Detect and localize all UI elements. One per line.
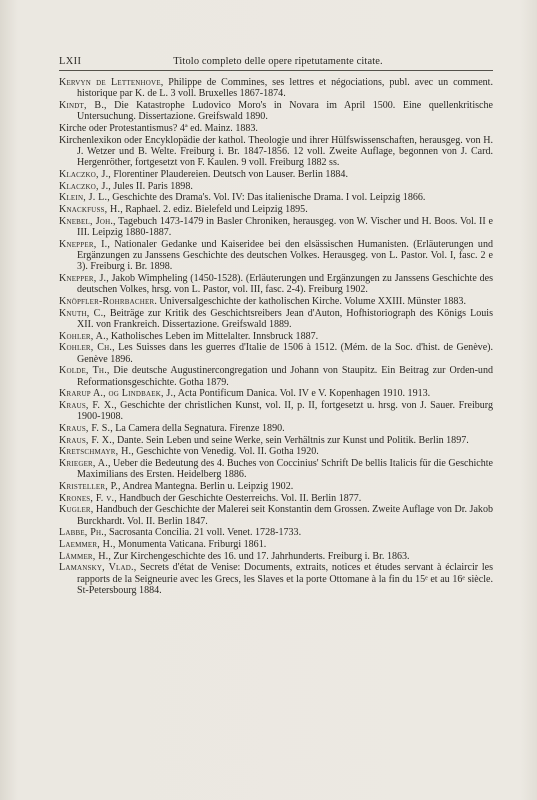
entry-author: Kretschmayr, H.: [59, 446, 132, 458]
entry-text: , Geschichte der christlichen Kunst, vol. II, p. II, fortgesetzt u. hrsg. von J. Sauer. Freiburg 1900-1908.: [77, 399, 493, 423]
entry-author: Lamansky, Vlad.: [59, 562, 134, 574]
entry-text: , Acta Pontificum Danica. Vol. IV e V. Kopenhagen 1910. 1913.: [173, 388, 431, 400]
entry-text: Kirchenlexikon oder Encyklopädie der kathol. Theologie und ihrer Hülfswissenschaften, herausgeg. von H. J. Wetzer und B. Welte. Freiburg i. Br. 1847-1856. 12 voll. Zweite Auflage, begonnen von J. Card. Hergenröther, fortgesetzt von F. Kaulen. 9 voll. Freiburg 1882 ss.: [59, 134, 493, 169]
bibliography-entry: [59, 100, 493, 123]
bibliography-entry: [59, 331, 493, 342]
bibliography-entry: [59, 169, 493, 180]
entry-author: Laemmer, H.: [59, 539, 113, 551]
entry-author: Knöpfler-Rohrbacher: [59, 295, 155, 307]
entry-text: , Secrets d'état de Venise: Documents, extraits, notices et études servant à éclaircir les rapports de la Seigneurie avec les Grecs, les Slaves et la porte Ottomane à la fin du 15ᵉ et au 16ᵉ siècle. St-Petersbourg 1884.: [77, 562, 494, 596]
entry-author: Kraus, F. X.: [59, 434, 112, 446]
bibliography-entry: [59, 539, 493, 550]
entry-text: Kirche oder Protestantismus? 4ª ed. Mainz. 1883.: [59, 122, 258, 134]
entry-text: , Zur Kirchengeschichte des 16. und 17. Jahrhunderts. Freiburg i. Br. 1863.: [108, 550, 410, 562]
bibliography-entry: [59, 481, 493, 492]
bibliography-entry: [59, 181, 493, 192]
bibliography-entry: [59, 458, 493, 481]
entry-author: Kindt, B.: [59, 99, 105, 111]
bibliography-entry: [59, 551, 493, 562]
page-header: [59, 56, 493, 70]
entry-author: Labbe, Ph.: [59, 527, 104, 539]
entry-text: , Florentiner Plaudereien. Deutsch von Lauser. Berlin 1884.: [108, 168, 348, 180]
entry-author: Kohler, Ch.: [59, 342, 113, 354]
entry-text: , Philippe de Commines, ses lettres et négociations, publ. avec un comment. historique par K. de L. 3 voll. Bruxelles 1867-1874.: [77, 77, 493, 100]
entry-author: Kohler, A.: [59, 330, 106, 342]
header-rule: [59, 70, 493, 71]
bibliography-entry: [59, 216, 493, 239]
bibliography-entry: [59, 504, 493, 527]
bibliography-list: [59, 77, 493, 597]
entry-author: Kolde, Th.: [59, 365, 107, 377]
entry-author: Kugler: [59, 504, 91, 516]
bibliography-entry: [59, 296, 493, 307]
bibliography-entry: [59, 135, 493, 169]
bibliography-entry: [59, 446, 493, 457]
entry-text: , Monumenta Vaticana. Friburgi 1861.: [112, 539, 267, 551]
entry-author: Klaczko, J.: [59, 180, 109, 192]
entry-author: Knackfuss, H.: [59, 204, 121, 215]
bibliography-entry: [59, 423, 493, 434]
entry-text: , Tagebuch 1473-1479 in Basler Chroniken, herausgeg. von W. Vischer und H. Boos. Vol. II e III. Leipzig 1880-1887.: [77, 215, 493, 238]
entry-author: Krarup A., og Lindbaek, J.: [59, 388, 174, 400]
bibliography-entry: [59, 123, 493, 134]
entry-text: , Dante. Sein Leben und seine Werke, sein Verhältnis zur Kunst und Politik. Berlin 1897.: [111, 434, 469, 446]
entry-author: Kraus, F. S.: [59, 422, 111, 434]
entry-text: , La Camera della Segnatura. Firenze 1890.: [110, 422, 285, 434]
bibliography-entry: [59, 342, 493, 365]
entry-text: , Raphael. 2. ediz. Bielefeld und Leipzig 1895.: [120, 204, 308, 215]
entry-text: , Katholisches Leben im Mittelalter. Innsbruck 1887.: [105, 330, 319, 342]
bibliography-entry: [59, 400, 493, 423]
bibliography-entry: [59, 435, 493, 446]
entry-text: . Universalgeschichte der katholischen Kirche. Volume XXIII. Münster 1883.: [154, 295, 466, 307]
entry-author: Knepper, I.: [59, 238, 108, 250]
entry-author: Klein, J. L.: [59, 192, 108, 204]
entry-text: , Les Suisses dans les guerres d'Italie de 1506 à 1512. (Mém. de la Soc. d'hist. de Genève). Genève 1896.: [77, 342, 494, 365]
entry-text: , Sacrosanta Concilia. 21 voll. Venet. 1728-1733.: [103, 527, 302, 539]
entry-author: Kraus, F. X.: [59, 399, 115, 411]
bibliography-entry: [59, 77, 493, 100]
bibliography-entry: [59, 308, 493, 331]
bibliography-entry: [59, 273, 493, 296]
entry-text: , Andrea Mantegna. Berlin u. Leipzig 1902.: [118, 480, 294, 492]
bibliography-entry: [59, 239, 493, 273]
entry-author: Knuth, C.: [59, 307, 104, 319]
entry-author: Krieger, A.: [59, 458, 108, 469]
bibliography-entry: [59, 388, 493, 399]
bibliography-entry: [59, 365, 493, 388]
running-title: Titolo completo delle opere ripetutamente citate.: [173, 56, 383, 67]
entry-text: , Die Katastrophe Ludovico Moro's in Novara im April 1500. Eine quellenkritische Untersuchung. Dissertazione. Greifswald 1890.: [77, 99, 493, 123]
entry-text: , Geschichte des Drama's. Vol. IV: Das italienische Drama. I vol. Leipzig 1866.: [107, 192, 426, 204]
entry-text: , Ueber die Bedeutung des 4. Buches von Coccinius' Schrift De bellis Italicis für die Geschichte Maximilians des Ersten. Heidelberg 1886.: [77, 458, 494, 481]
bibliography-entry: [59, 493, 493, 504]
entry-text: , Geschichte von Venedig. Vol. II. Gotha 1920.: [131, 446, 319, 458]
entry-author: Kristeller, P.: [59, 480, 119, 492]
entry-author: Knepper, J.: [59, 272, 107, 284]
bibliography-entry: [59, 562, 493, 596]
entry-text: , Die deutsche Augustinercongregation und Johann von Staupitz. Ein Beitrag zur Orden-und Reformationsgeschichte. Gotha 1879.: [77, 365, 493, 388]
entry-author: Kervyn de Lettenhove: [59, 77, 161, 88]
entry-author: Lämmer, H.: [59, 550, 109, 562]
bibliography-entry: [59, 527, 493, 538]
entry-author: Knebel, Joh.: [59, 215, 114, 227]
entry-author: Klaczko, J.: [59, 168, 109, 180]
entry-text: , Handbuch der Geschichte der Malerei seit Konstantin dem Grossen. Zweite Auflage von Dr. Jakob Burckhardt. Vol. II. Berlin 1847.: [77, 504, 493, 527]
entry-author: Krones, F. v.: [59, 492, 115, 504]
entry-text: , Beiträge zur Kritik des Geschichtsreibers Jean d'Auton, Hofhistoriograph des Königs Louis XII. von Frankreich. Dissertazione. Greifswald 1889.: [77, 307, 493, 330]
entry-text: , Jules II. Paris 1898.: [108, 180, 193, 192]
bibliography-entry: [59, 204, 493, 215]
page-number: LXII: [59, 56, 82, 67]
entry-text: , Handbuch der Geschichte Oesterreichs. Vol. II. Berlin 1877.: [114, 492, 362, 504]
bibliography-entry: [59, 192, 493, 203]
entry-text: , Nationaler Gedanke und Kaiseridee bei den elsässischen Humanisten. (Erläuterungen und Ergänzungen zu Janssens Geschichte des deutschen Volkes. Herausgeg. von L. Pastor. Vol. I, fasc. 2 e 3). Freiburg i. Br. 1898.: [77, 238, 493, 273]
entry-text: , Jakob Wimpheling (1450-1528). (Erläuterungen und Ergänzungen zu Janssens Geschichte des deutschen Volkes, hrsg. von L. Pastor, vol. III, fasc. 2-4). Freiburg 1902.: [77, 272, 493, 296]
